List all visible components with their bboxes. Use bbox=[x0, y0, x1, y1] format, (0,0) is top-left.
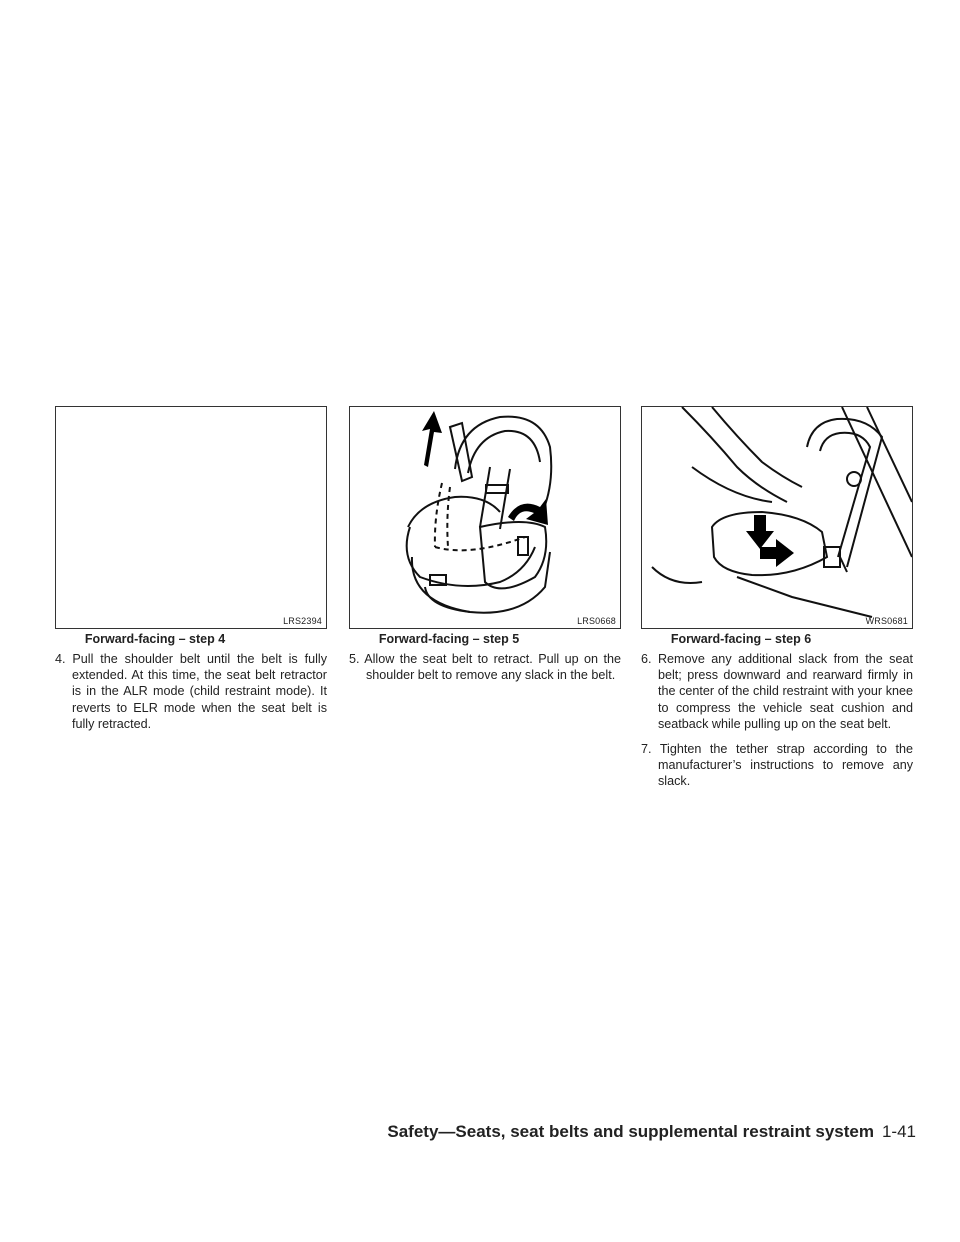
figure-code: LRS2394 bbox=[283, 616, 322, 626]
column-step-4 bbox=[55, 406, 327, 732]
child-seat-illustration bbox=[350, 407, 620, 628]
step-4-text: 4. Pull the shoulder belt until the belt is fully extended. At this time, the seat belt retractor is in the ALR mode (child restraint mode). It reverts to ELR mode when the seat belt is fully retracted. bbox=[55, 652, 327, 731]
column-step-5 bbox=[349, 406, 621, 683]
figure-code: LRS0668 bbox=[577, 616, 616, 626]
arrow-right-icon bbox=[760, 539, 794, 567]
figure-step-5 bbox=[349, 406, 621, 629]
step-6-text: 6. Remove any additional slack from the seat belt; press downward and rearward firmly in the center of the child restraint with your knee to compress the vehicle seat cushion and seatback while pulling up on the seat belt. bbox=[641, 652, 913, 731]
page-footer bbox=[387, 1122, 916, 1142]
page-number: 1-41 bbox=[881, 1122, 916, 1141]
child-seat-knee-illustration bbox=[642, 407, 912, 628]
figure-caption: Forward-facing – step 5 bbox=[378, 632, 520, 646]
figure-step-6 bbox=[641, 406, 913, 629]
column-step-6-7 bbox=[641, 406, 913, 790]
figure-code: WRS0681 bbox=[865, 616, 908, 626]
step-7-text: 7. Tighten the tether strap according to the manufacturer’s instructions to remove any slack. bbox=[641, 742, 913, 789]
section-title: Safety—Seats, seat belts and supplemental restraint system bbox=[387, 1122, 874, 1141]
curved-arrow-icon bbox=[508, 499, 548, 525]
arrow-down-icon bbox=[746, 515, 774, 549]
figure-caption: Forward-facing – step 4 bbox=[84, 632, 226, 646]
figure-caption: Forward-facing – step 6 bbox=[670, 632, 812, 646]
arrow-up-icon bbox=[422, 411, 442, 467]
step-5-text: 5. Allow the seat belt to retract. Pull up on the shoulder belt to remove any slack in the belt. bbox=[349, 652, 621, 683]
figure-step-4 bbox=[55, 406, 327, 629]
